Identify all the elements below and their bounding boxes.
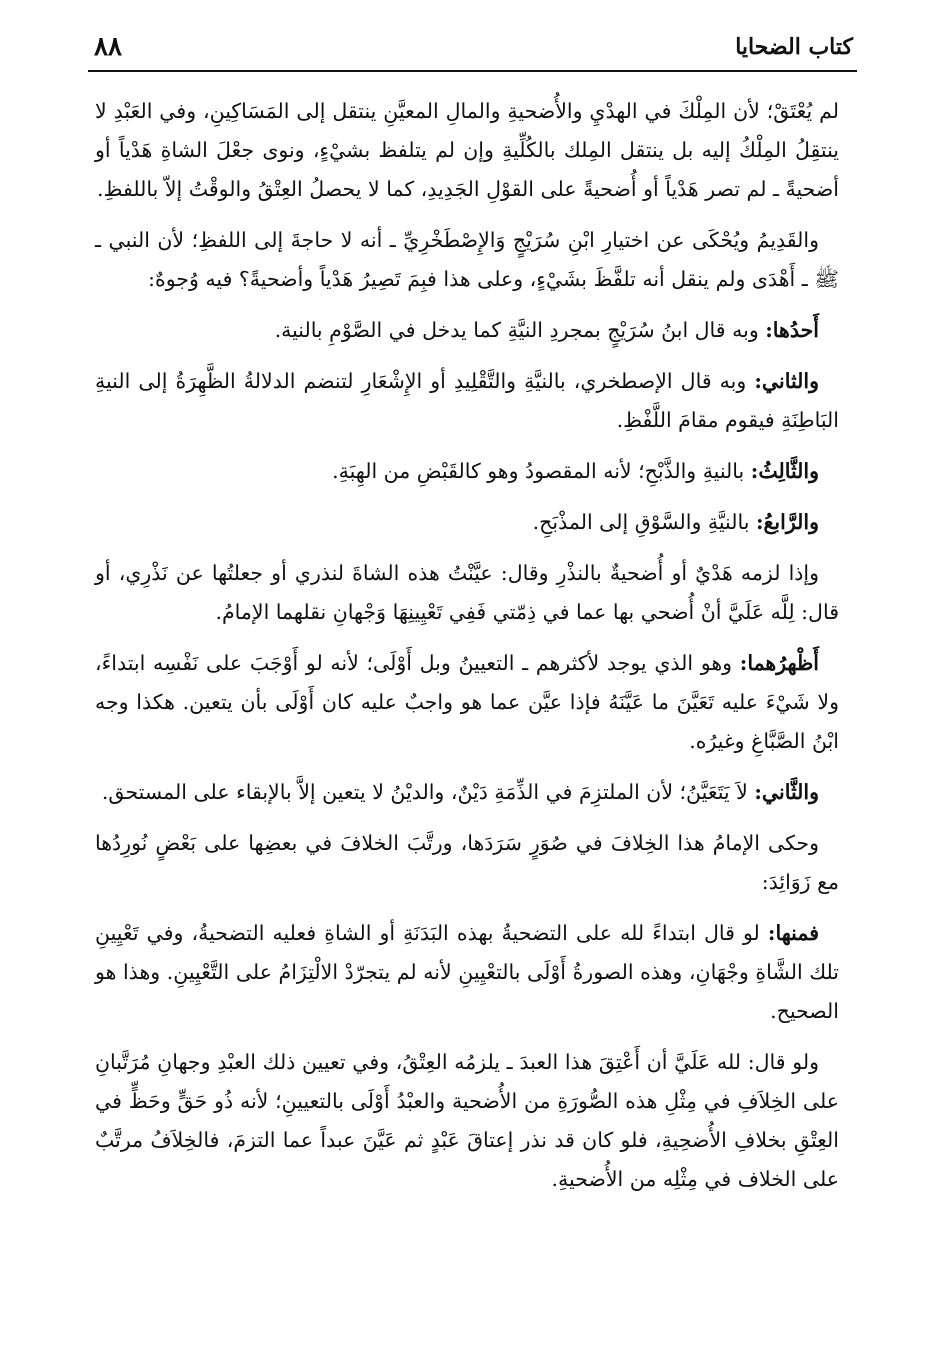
paragraph-lead: والثَّالِثُ: <box>750 459 819 483</box>
chapter-title: كتاب الضحايا <box>735 34 853 60</box>
paragraph-text: بالنيَّةِ والسَّوْقِ إلى المذْبَحِ. <box>532 510 756 534</box>
page-body <box>95 92 839 1211</box>
paragraph <box>95 452 839 491</box>
paragraph-text: والقَدِيمُ ويُحْكَى عن اختيارِ ابْنِ سُرَيْجٍ وَالإِصْطَخْرِيِّ ـ أنه لا حاجةَ إلى اللفظِ؛ لأن النبي ـ ﷺ ـ أَهْدَى ولم ينقل أنه تلفَّظَ بشَيْءٍ، وعلى هذا فبِمَ تَصِيرُ هَدْياً وأضحيةً؟ فيه وُجوهٌ: <box>95 228 839 291</box>
paragraph-text: ولو قال: لله عَلَيَّ أن أَعْتِقَ هذا العبدَ ـ يلزمُه العِتْقُ، وفي تعيين ذلك العبْدِ وجهانِ مُرَتَّبانِ على الخِلاَفِ في مِثْلِ هذه الصُّورَةِ من الأُضحية والعبْدُ أَوْلَى بالتعيينِ؛ لأنه ذُو حَقٍّ وحَظٍّ في العِتْقِ بخلافِ الأُضحِيةِ، فلو كان قد نذر إعتاقَ عَبْدٍ ثم عَيَّنَ عبداً عما التزمَ، فالخِلاَفُ مرتَّبٌ على الخلاف في مِثْلِه من الأُضحيةِ. <box>95 1050 839 1191</box>
paragraph-lead: فمنها: <box>767 921 819 945</box>
paragraph-text: بالنيةِ والذَّبْحِ؛ لأنه المقصودُ وهو كالقَبْضِ من الهِبَةِ. <box>332 459 751 483</box>
paragraph <box>95 644 839 761</box>
paragraph-lead: والثاني: <box>754 369 819 393</box>
paragraph-text: وحكى الإمامُ هذا الخِلافَ في صُوَرٍ سَرَدَها، ورتَّبَ الخلافَ في بعضِها على بَعْضٍ نُورِدُها مع زَوَائِدَ: <box>95 831 839 894</box>
paragraph-lead: أَظْهرُهما: <box>739 651 819 675</box>
paragraph <box>95 554 839 632</box>
paragraph-text: لو قال ابتداءً لله على التضحيةُ بهذه البَدَنَةِ أو الشاةِ فعليه التضحيةُ، وفي تَعْيِينِ تلك الشَّاةِ وجْهَانِ، وهذه الصورةُ أَوْلَى بالتعْيِينِ لأنه لم يتجرّدْ الالْتِزَامُ على التَّعْيِينِ. وهذا هو الصحيح. <box>95 921 839 1023</box>
paragraph <box>95 914 839 1031</box>
paragraph <box>95 1043 839 1199</box>
page-number: ٨٨ <box>94 32 122 62</box>
paragraph <box>95 503 839 542</box>
paragraph-text: وبه قال ابنُ سُرَيْجٍ بمجردِ النيَّةِ كما يدخل في الصَّوْمِ بالنية. <box>274 318 766 342</box>
paragraph <box>95 773 839 812</box>
paragraph-text: وبه قال الإصطخري، بالنيَّةِ والتَّقْلِيدِ أو الإِشْعَارِ لتنضم الدلالةُ الظَّهِرَةُ إلى النيةِ البَاطِنَةِ فيقوم مقامَ اللَّفْظِ. <box>95 369 839 432</box>
paragraph-text: لاَ يَتَعَيَّنُ؛ لأن الملتزِمَ في الذِّمَةِ دَيْنٌ، والديْنُ لا يتعين إلاَّ بالإبقاء على المستحق. <box>101 780 755 804</box>
paragraph-lead: والرَّابعُ: <box>755 510 819 534</box>
paragraph <box>95 362 839 440</box>
page-header <box>88 30 857 72</box>
paragraph-text: وهو الذي يوجد لأكثرهم ـ التعيينُ وبل أَوْلَى؛ لأنه لو أَوْجَبَ على نَفْسِه ابتداءً، ولا شَيْءَ عليه تَعَيَّنَ ما عَيَّنَهُ فإذا عيَّن عما هو واجبٌ عليه كان أَوْلَى بأن يتعين. هكذا وجه ابْنُ الصَّبَّاغِ وغيرُه. <box>95 651 839 753</box>
paragraph <box>95 92 839 209</box>
paragraph <box>95 311 839 350</box>
paragraph-text: لم يُعْتَقْ؛ لأن المِلْكَ في الهدْيِ والأُضحيةِ والمالِ المعيَّنِ ينتقل إلى المَسَاكِينِ، وفي العَبْدِ لا ينتقِلُ المِلْكُ إليه بل ينتقل المِلك بالكُلِّيةِ وإن لم يتلفظ بشيْءٍ، ونوى جعْلَ الشاةِ هَدْياً أو أضحيةً ـ لم تصر هَدْياً أو أُضحيةً على القوْلِ الجَدِيدِ، كما لا يحصلُ العِتْقُ والوقْتُ إلاّ باللفظِ. <box>95 99 839 201</box>
paragraph <box>95 221 839 299</box>
paragraph-text: وإذا لزمه هَدْيٌ أو أُضحيةٌ بالنذْرِ وقال: عيَّنْتُ هذه الشاةَ لنذري أو جعلتُها عن نَذْرِي، أو قال: لِلَّه عَلَيَّ أنْ أُضحي بها عما في ذِمّتي فَفِي تَعْيِينِهَا وَجْهانِ نقلهما الإمامُ. <box>95 561 839 624</box>
paragraph-lead: والثَّاني: <box>754 780 819 804</box>
paragraph-lead: أَحدُها: <box>765 318 819 342</box>
paragraph <box>95 824 839 902</box>
